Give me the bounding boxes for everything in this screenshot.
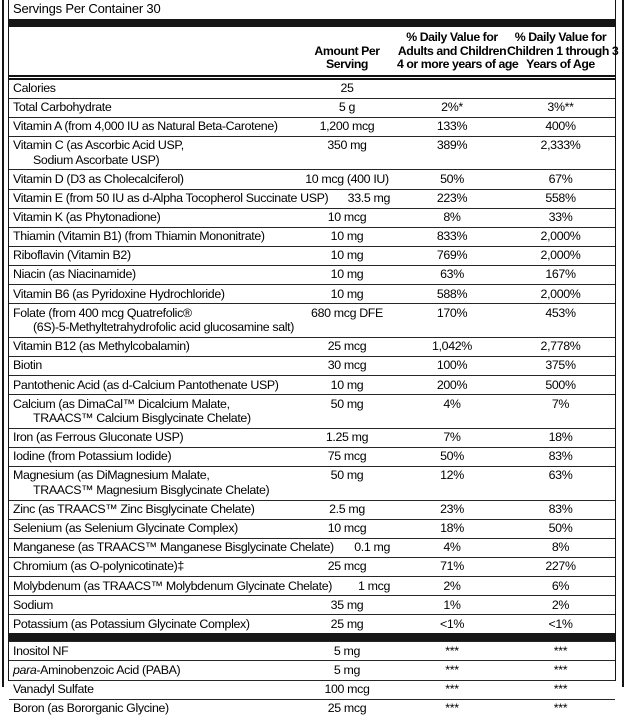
dv-children-value: 33% [548,210,573,225]
nutrient-name: Potassium (as Potassium Glycinate Complex) [13,616,250,631]
nutrient-name: Boron (as Bororganic Glycine) [13,701,169,716]
amount-value: 1 mcg [358,578,390,593]
amount-value: 25 mg [330,616,364,631]
dv-adults-value [397,80,507,84]
amount-value: 2.5 mg [329,502,365,517]
dv-adults-value: 1,042% [432,339,472,354]
dv-adults-value: 4% [443,396,461,411]
nutrient-name: Vitamin E (from 50 IU as d-Alpha Tocopherol Succinate USP) [13,191,329,206]
header-line: % Daily Value for [514,30,607,44]
table-row [9,265,615,284]
amount-value: 1.25 mg [325,430,369,445]
dv-adults-value: 1% [443,597,461,612]
table-row [9,375,615,394]
amount-value: 75 mcg [327,449,367,464]
table-row [9,117,615,136]
header-amount-per-serving [297,45,397,72]
nutrient-name: Vanadyl Sulfate [13,682,94,696]
amount-value: 10 mg [330,377,364,392]
dv-children-value: 50% [548,521,573,536]
nutrient-name: Calories [13,81,56,95]
nutrient-name: Vitamin D (D3 as Cholecalciferol) [13,171,184,186]
dv-children-value: 167% [545,267,576,282]
amount-value: 10 mg [330,267,364,282]
dv-children-value: 18% [548,430,573,445]
table-row [9,641,615,660]
nutrient-name: Iron (as Ferrous Gluconate USP) [13,430,184,445]
table-row [9,169,615,188]
table-row [9,98,615,117]
dv-children-value: 63% [548,468,573,483]
dv-children-value: 2,000% [540,229,581,244]
dv-children-value: 227% [545,559,576,574]
nutrient-name: Vitamin B6 (as Pyridoxine Hydrochloride) [13,286,225,301]
nutrient-name-line2: TRAACS™ Calcium Bisglycinate Chelate) [33,411,251,426]
dv-adults-value: 170% [436,305,468,320]
dv-children-value: *** [553,643,568,658]
dv-children-value: <1% [548,616,573,631]
dv-children-value: *** [553,701,568,716]
header-line: 4 or more years of age [397,57,519,71]
table-row [9,136,615,170]
table-row [9,246,615,265]
nutrient-name-and-amount [9,577,397,595]
header-line: Serving [326,57,368,71]
amount-value: 25 mcg [327,559,367,574]
amount-value: 5 g [338,100,356,115]
dv-children-value: 8% [551,540,570,555]
dv-adults-value: 18% [440,521,464,536]
nutrient-name: Chromium (as O-polynicotinate)‡ [13,559,184,574]
dv-children-value: 83% [548,449,573,464]
dv-children-value [507,80,614,84]
header-line: Years of Age [526,57,595,71]
other-ingredient-rows [9,641,615,717]
section-bar-other-ingredients [9,633,615,641]
table-row [9,576,615,595]
dv-children-value: 3%** [547,100,574,115]
nutrient-name-line2: (6S)-5-Methyltetrahydrofolic acid glucosamine salt) [33,320,295,335]
nutrient-name-and-amount [9,539,397,557]
nutrient-name: Thiamin (Vitamin B1) (from Thiamin Mononitrate) [13,229,265,244]
dv-adults-value: 71% [440,559,464,574]
amount-value: 350 mg [327,138,367,153]
dv-children-value: 2,000% [540,286,581,301]
table-row [9,660,615,679]
table-row [9,699,615,718]
nutrient-name: Iodine (from Potassium Iodide) [13,449,172,464]
amount-value: 5 mg [333,662,361,677]
nutrient-name: Vitamin A (from 4,000 IU as Natural Beta-Carotene) [13,119,278,134]
table-row [9,394,615,428]
amount-value: 10 mg [330,248,364,263]
table-row [9,466,615,500]
table-row [9,337,615,356]
nutrient-name: Vitamin B12 (as Methylcobalamin) [13,339,190,354]
nutrient-name-and-amount [9,190,397,208]
dv-adults-value: 2%* [441,100,463,115]
nutrient-name-italic-prefix: para [13,662,37,677]
amount-value: 10 mcg (400 IU) [305,171,389,186]
dv-adults-value: *** [445,682,459,696]
table-row [9,208,615,227]
nutrient-name: Vitamin K (as Phytonadione) [13,210,161,225]
dv-adults-value: *** [445,662,459,677]
table-row [9,284,615,303]
table-row [9,447,615,466]
dv-adults-value: 200% [436,377,468,392]
dv-children-value: *** [553,662,568,677]
table-row [9,303,615,337]
amount-value: 50 mg [330,396,364,411]
dv-adults-value: 100% [436,358,468,373]
table-row [9,538,615,557]
amount-value: 10 mcg [327,210,367,225]
table-row [9,75,615,98]
dv-children-value: 2,000% [540,248,581,263]
nutrient-name: Zinc (as TRAACS™ Zinc Bisglycinate Chelate) [13,502,255,517]
dv-adults-value: 7% [443,430,461,445]
amount-value: 1,200 mcg [319,119,375,134]
table-row [9,614,615,633]
dv-children-value: 67% [548,171,573,186]
dv-adults-value: 23% [440,502,464,517]
amount-value: 100 mcg [324,682,370,696]
header-line: Adults and Children [397,43,507,58]
amount-value: 10 mcg [327,521,367,536]
dv-children-value: 2,778% [540,339,581,354]
dv-adults-value: 133% [436,119,468,134]
amount-value: 10 mg [330,286,364,301]
dv-adults-value: 50% [440,171,464,186]
dv-children-value: *** [553,682,568,696]
table-row [9,227,615,246]
nutrient-name: Selenium (as Selenium Glycinate Complex) [13,521,238,536]
amount-value: 25 mcg [327,339,367,354]
nutrient-name: Manganese (as TRAACS™ Manganese Bisglycinate Chelate) [13,540,334,555]
dv-adults-value: *** [445,643,459,658]
nutrient-name-line2: Sodium Ascorbate USP) [33,152,160,167]
table-row [9,557,615,576]
dv-children-value: 2,333% [540,138,581,153]
servings-per-container: Servings Per Container 30 [13,1,161,16]
nutrient-name: Magnesium (as DiMagnesium Malate, TRAACS™ Magnesium Bisglycinate Chelate) [9,467,297,500]
column-headers [9,27,619,75]
dv-adults-value: 588% [436,286,468,301]
nutrient-name: Folate (from 400 mcg Quatrefolic® (6S)-5-Methyltetrahydrofolic acid glucosamine salt) [9,304,297,337]
amount-value: 25 mcg [327,701,367,716]
amount-value: 10 mg [330,229,364,244]
dv-adults-value: 2% [443,578,461,593]
header-dv-adults [397,30,519,72]
section-bar-top [9,19,615,27]
nutrient-name: Sodium [13,597,53,612]
dv-children-value: 500% [545,377,576,392]
dv-adults-value: 8% [443,210,461,225]
dv-children-value: 375% [545,358,576,373]
header-line: Amount Per [314,43,380,58]
dv-children-value: 558% [545,191,576,206]
header-line: Children 1 through 3 [507,43,619,58]
amount-value: 50 mg [330,468,364,483]
dv-adults-value: 50% [440,449,464,464]
nutrient-name: Inositol NF [13,643,69,658]
table-row [9,680,615,699]
amount-value: 680 mcg DFE [311,305,383,320]
amount-value: 33.5 mg [347,191,390,206]
amount-value: 30 mcg [327,358,367,373]
amount-value: 35 mg [330,597,364,612]
dv-children-value: 400% [545,119,576,134]
dv-adults-value: *** [445,701,459,716]
dv-adults-value: 389% [436,138,468,153]
dv-children-value: 6% [551,578,570,593]
header-line: % Daily Value for [406,30,498,44]
header-dv-children [507,30,619,72]
amount-value: 0.1 mg [354,540,390,555]
nutrient-name: Calcium (as DimaCal™ Dicalcium Malate, TRAACS™ Calcium Bisglycinate Chelate) [9,395,297,428]
nutrient-name: Total Carbohydrate [13,100,112,115]
nutrient-name: Biotin [13,358,42,373]
facts-table-frame [8,0,619,716]
nutrient-name-line2: TRAACS™ Magnesium Bisglycinate Chelate) [33,483,270,498]
table-row [9,428,615,447]
dv-children-value: 2% [551,597,570,612]
dv-adults-value: 223% [436,191,468,206]
dv-adults-value: 12% [440,468,464,483]
dv-adults-value: 63% [440,267,464,282]
dv-children-value: 453% [545,305,576,320]
nutrient-name: Niacin (as Niacinamide) [13,267,136,282]
nutrient-name: para-Aminobenzoic Acid (PABA) [13,662,181,677]
nutrient-name: Vitamin C (as Ascorbic Acid USP, Sodium Ascorbate USP) [9,137,297,170]
nutrient-name: Molybdenum (as TRAACS™ Molybdenum Glycinate Chelate) [13,578,333,593]
nutrient-rows [9,75,615,634]
dv-adults-value: 4% [443,540,461,555]
dv-children-value: 7% [551,396,570,411]
table-row [9,500,615,519]
dv-adults-value: 769% [436,248,468,263]
table-row [9,519,615,538]
table-row [9,595,615,614]
dv-adults-value: 833% [436,229,468,244]
dv-adults-value: <1% [439,616,465,631]
table-row [9,356,615,375]
dv-children-value: 83% [548,502,573,517]
amount-value: 25 [340,81,354,95]
nutrient-name: Riboflavin (Vitamin B2) [13,248,131,263]
amount-value: 5 mg [333,643,361,658]
nutrient-name: Pantothenic Acid (as d-Calcium Pantothenate USP) [13,377,279,392]
table-row [9,189,615,208]
